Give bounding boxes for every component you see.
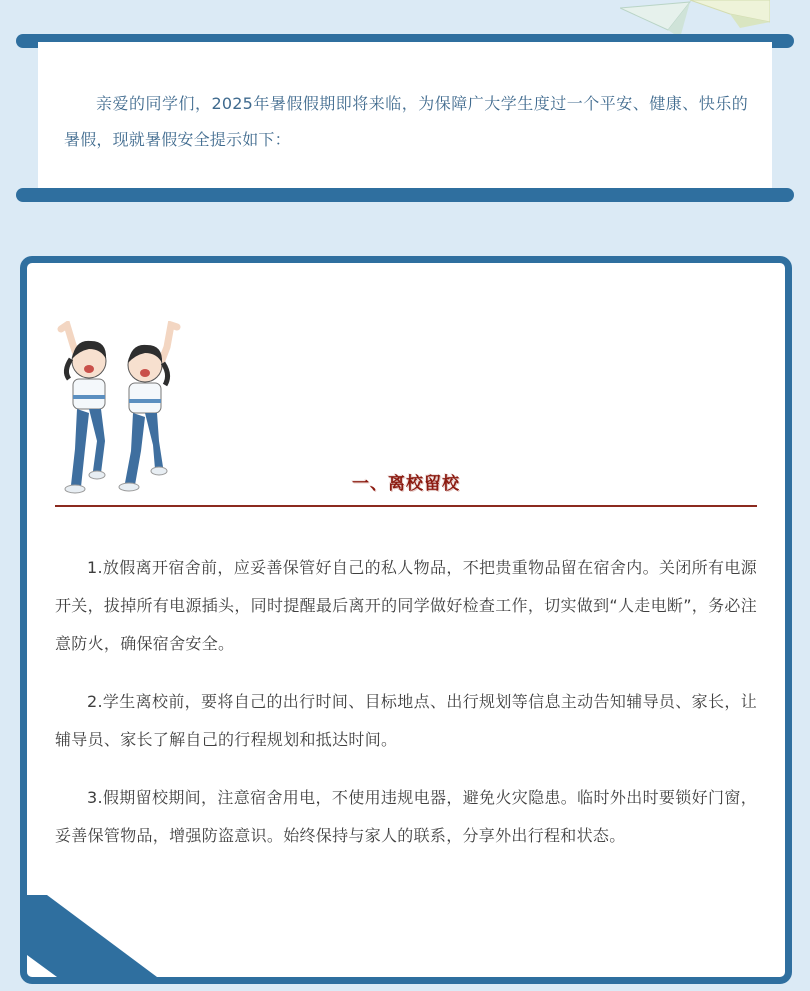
corner-triangle-decoration xyxy=(27,895,157,977)
main-card xyxy=(20,256,792,984)
title-divider xyxy=(55,505,757,507)
intro-bottom-bar xyxy=(16,188,794,202)
list-item: 2.学生离校前，要将自己的出行时间、目标地点、出行规划等信息主动告知辅导员、家长，让辅导员、家长了解自己的行程规划和抵达时间。 xyxy=(55,692,757,749)
safety-items-list xyxy=(55,549,757,875)
intro-text: 亲爱的同学们，2025年暑假假期即将来临，为保障广大学生度过一个平安、健康、快乐的暑假，现就暑假安全提示如下： xyxy=(64,94,748,149)
intro-card xyxy=(38,42,772,194)
list-item: 3.假期留校期间，注意宿舍用电，不使用违规电器，避免火灾隐患。临时外出时要锁好门窗，妥善保管物品，增强防盗意识。始终保持与家人的联系，分享外出行程和状态。 xyxy=(55,788,757,845)
list-item: 1.放假离开宿舍前，应妥善保管好自己的私人物品，不把贵重物品留在宿舍内。关闭所有电源开关，拔掉所有电源插头，同时提醒最后离开的同学做好检查工作，切实做到“人走电断”，务必注意防火，确保宿舍安全。 xyxy=(55,558,757,653)
section-title: 一、离校留校 xyxy=(352,474,460,494)
